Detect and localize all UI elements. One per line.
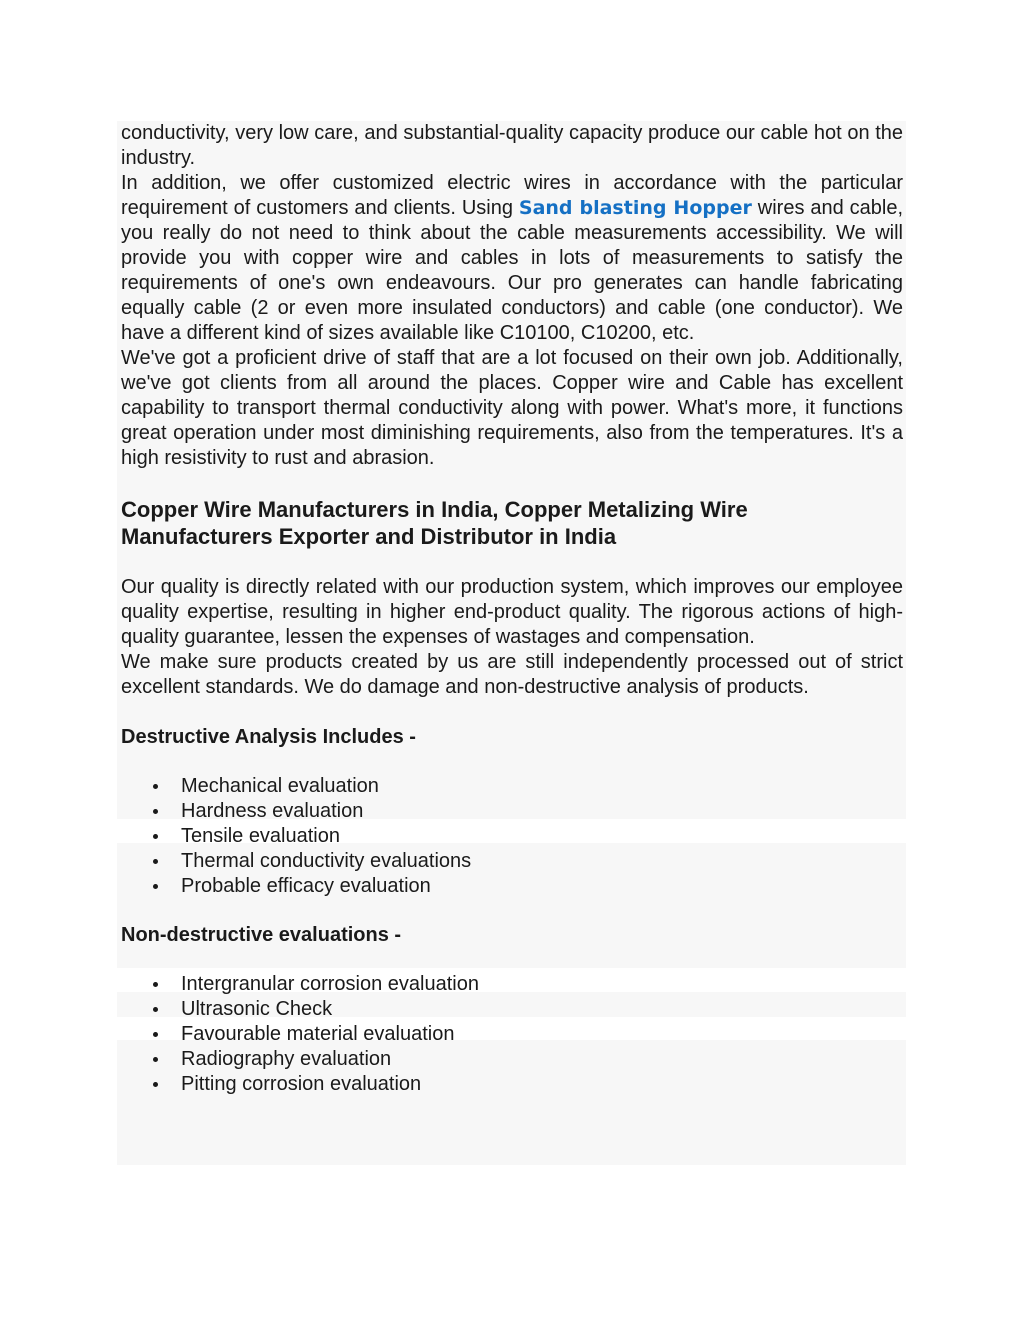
- list-item-label: Probable efficacy evaluation: [181, 875, 431, 897]
- bullet-icon: [153, 809, 158, 814]
- list-item: [121, 774, 903, 799]
- list-item: [121, 824, 903, 849]
- list-item-label: Mechanical evaluation: [181, 775, 379, 797]
- list-item-label: Tensile evaluation: [181, 825, 340, 847]
- list-item: [121, 997, 903, 1022]
- document-content: [121, 121, 903, 1097]
- list-item-label: Radiography evaluation: [181, 1048, 392, 1070]
- list-item: [121, 1072, 903, 1097]
- list-item-label: Hardness evaluation: [181, 800, 364, 822]
- intro-paragraph-3: We've got a proficient drive of staff that are a lot focused on their own job. Additionally, we've got clients from all around the places. Copper wire and Cable has excellent capability to transport thermal conductivity along with power. What's more, it functions great operation under most diminishing requirements, also from the temperatures. It's a high resistivity to rust and abrasion.: [121, 347, 903, 469]
- list-item: [121, 799, 903, 824]
- section-paragraph-1: Our quality is directly related with our production system, which improves our employee quality expertise, resulting in higher end-product quality. The rigorous actions of high-quality guarantee, lessen the expenses of wastages and compensation.: [121, 576, 903, 648]
- bullet-icon: [153, 1082, 158, 1087]
- list-item-label: Pitting corrosion evaluation: [181, 1073, 422, 1095]
- bullet-icon: [153, 1007, 158, 1012]
- sand-blasting-hopper-link[interactable]: Sand blasting Hopper: [518, 197, 752, 219]
- intro-paragraph-2-end: wires and cable, you really do not need to think about the cable measurements accessibility. We will provide you with copper wire and cables in lots of measurements to satisfy the requirements of one's own endeavours. Our pro generates can handle fabricating equally cable (2 or even more insulated conductors) and cable (one conductor). We have a different kind of sizes available like C10100, C10200, etc.: [121, 197, 904, 344]
- list-item-label: Intergranular corrosion evaluation: [181, 973, 479, 995]
- bullet-icon: [153, 859, 158, 864]
- intro-paragraph-2: [121, 171, 903, 346]
- bullet-icon: [153, 884, 158, 889]
- list-item: [121, 849, 903, 874]
- nondestructive-list: [121, 972, 903, 1097]
- list-item-label: Favourable material evaluation: [181, 1023, 455, 1045]
- destructive-heading: Destructive Analysis Includes -: [121, 726, 416, 748]
- nondestructive-heading: Non-destructive evaluations -: [121, 924, 402, 946]
- list-item: [121, 874, 903, 899]
- bullet-icon: [153, 1032, 158, 1037]
- destructive-list: [121, 774, 903, 899]
- list-item-label: Thermal conductivity evaluations: [181, 850, 472, 872]
- bullet-icon: [153, 1057, 158, 1062]
- list-item: [121, 1022, 903, 1047]
- section-paragraph-2: We make sure products created by us are still independently processed out of strict excellent standards. We do damage and non-destructive analysis of products.: [121, 651, 903, 698]
- bullet-icon: [153, 784, 158, 789]
- list-item: [121, 1047, 903, 1072]
- list-item: [121, 972, 903, 997]
- intro-paragraph-2-start: In addition, we offer customized electric wires in accordance with the particular requirement of customers and clients. Using: [121, 172, 903, 219]
- bullet-icon: [153, 834, 158, 839]
- list-item-label: Ultrasonic Check: [181, 998, 333, 1020]
- section-heading: Copper Wire Manufacturers in India, Copper Metalizing Wire Manufacturers Exporter and Distributor in India: [121, 497, 748, 549]
- bullet-icon: [153, 982, 158, 987]
- intro-paragraph-1: conductivity, very low care, and substantial-quality capacity produce our cable hot on the industry.: [121, 122, 903, 169]
